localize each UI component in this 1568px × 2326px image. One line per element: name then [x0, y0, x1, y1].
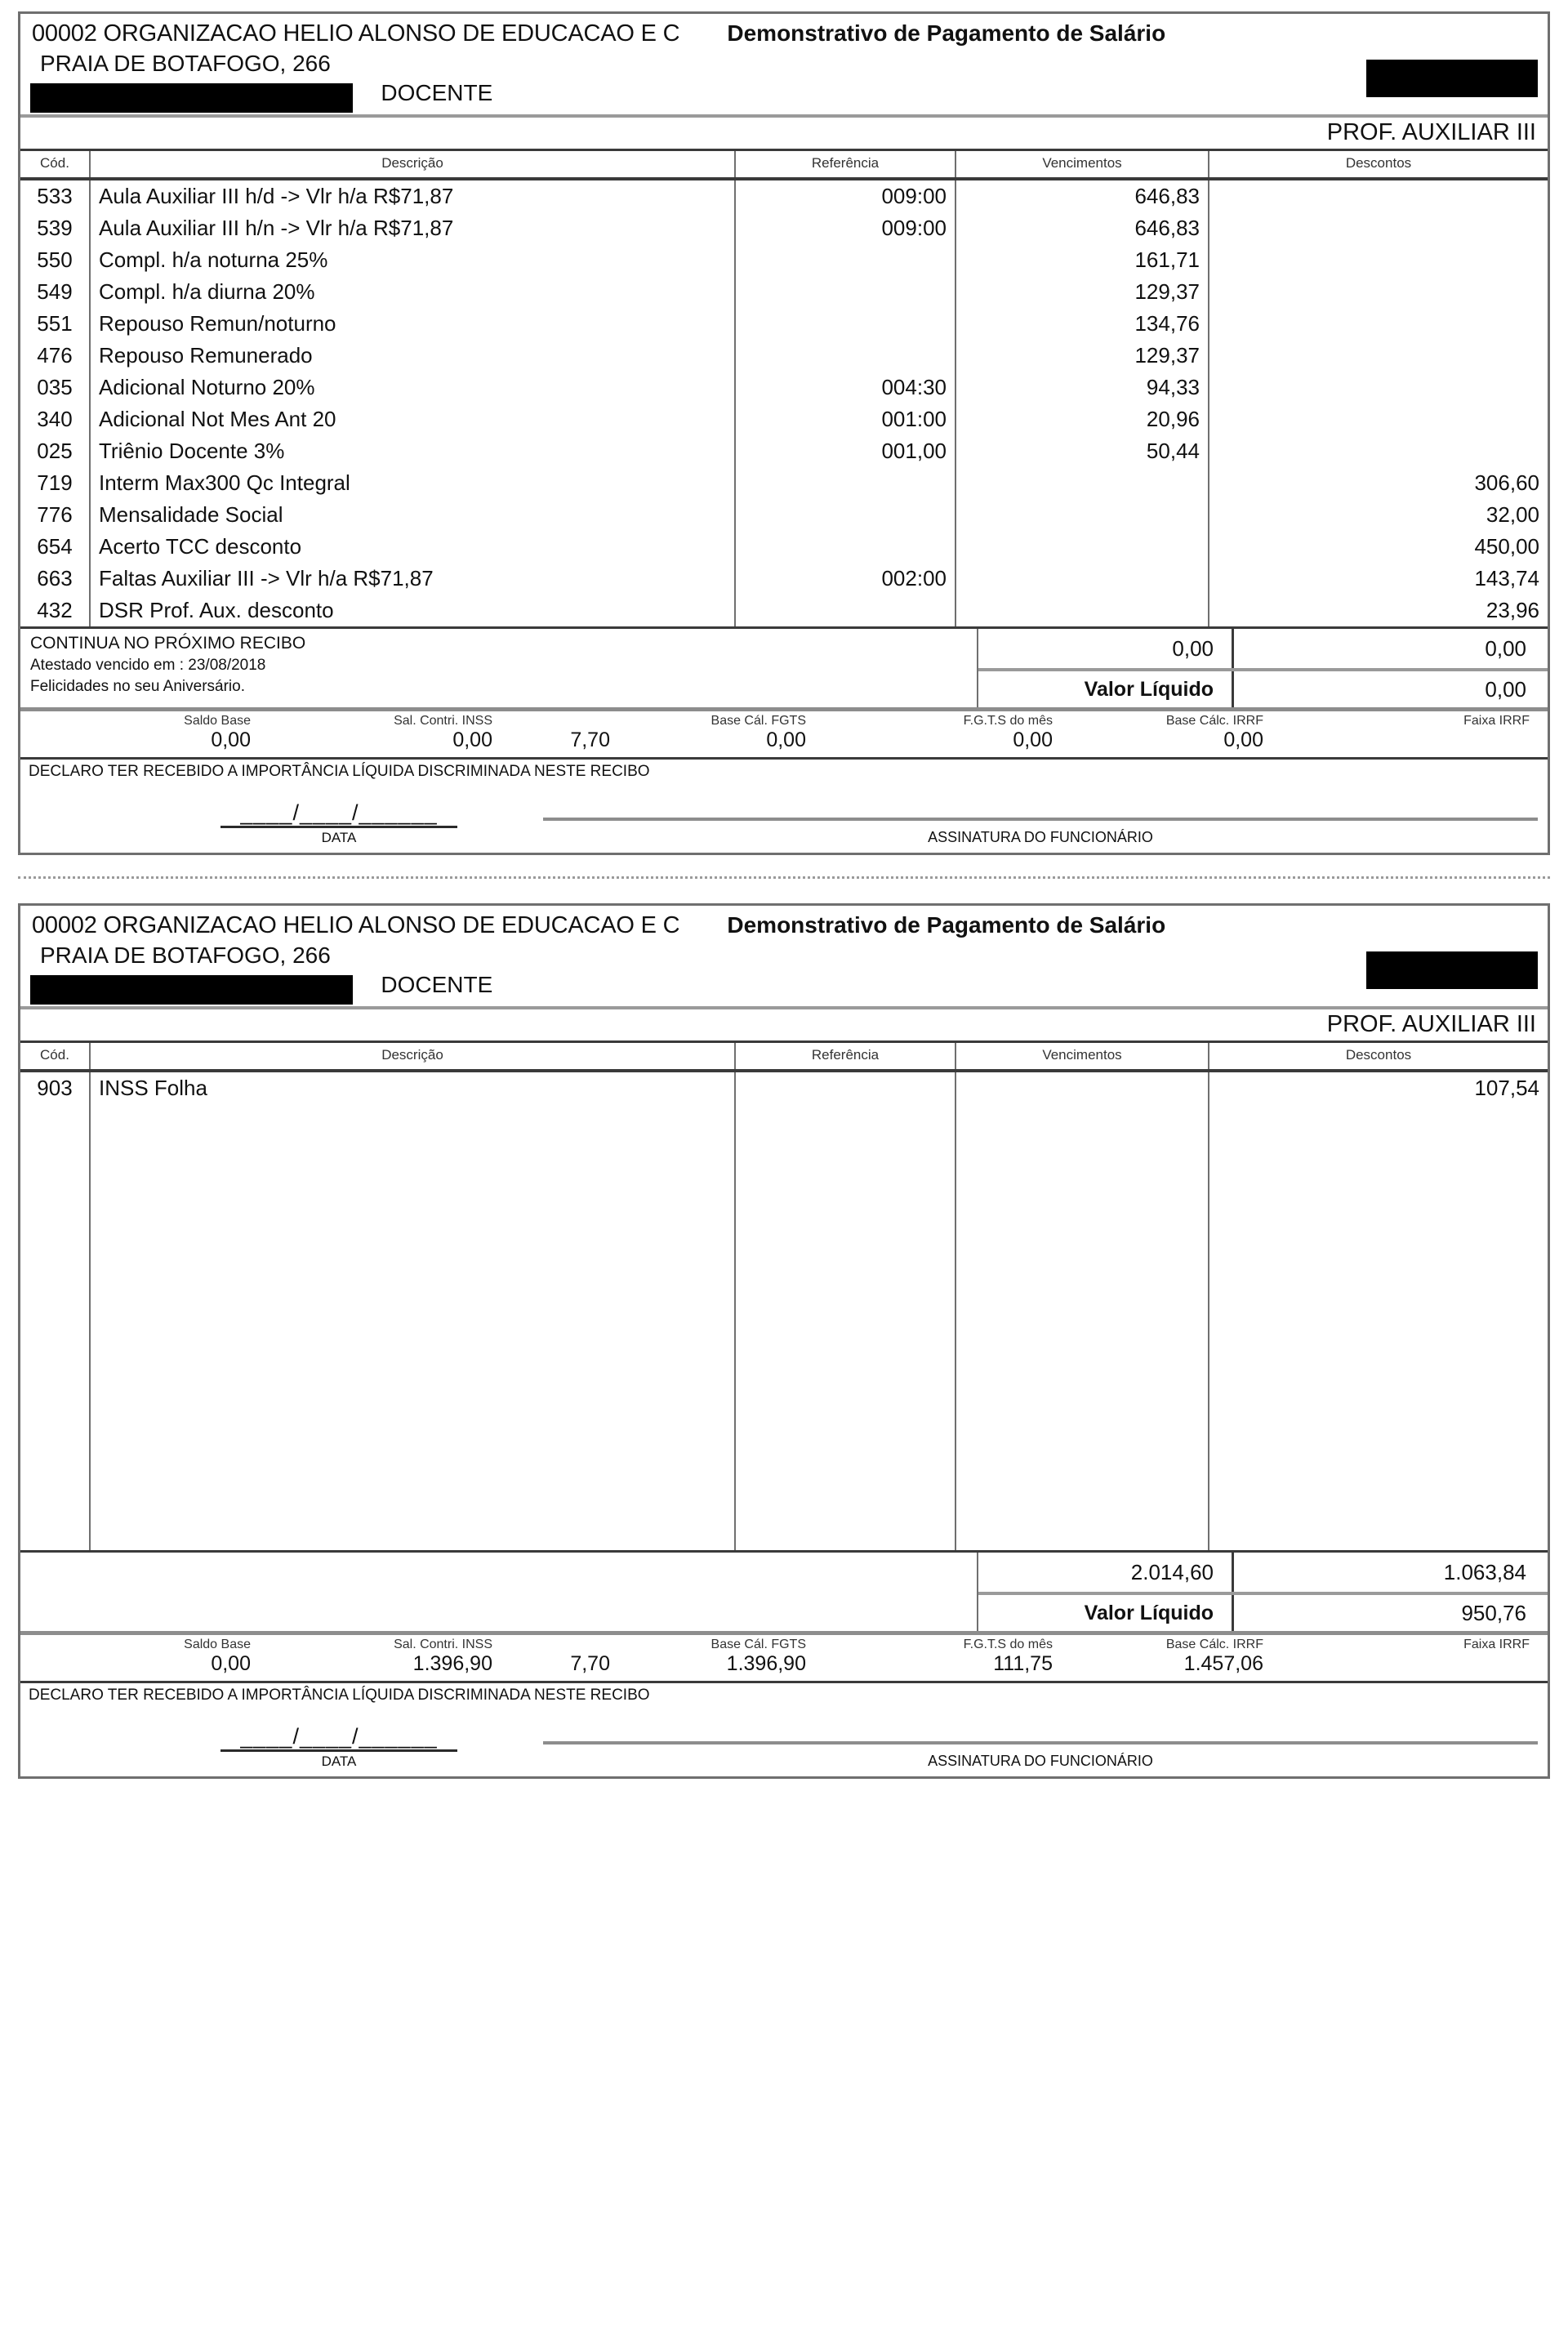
totals-area	[977, 629, 1548, 707]
base-value-sal_contri_inss: 0,00	[452, 729, 492, 751]
cell-vencimentos	[956, 1071, 1209, 1104]
signature-area	[20, 782, 1548, 853]
filler-cell	[90, 1518, 735, 1550]
filler-cell	[1209, 1486, 1548, 1518]
base-label-faixa_irrf: Faixa IRRF	[1463, 714, 1530, 728]
filler-cell	[90, 1486, 735, 1518]
cell-descricao: Acerto TCC desconto	[90, 531, 735, 563]
filler-cell	[20, 1359, 90, 1391]
company-name: 00002 ORGANIZACAO HELIO ALONSO DE EDUCACAO E C	[32, 20, 680, 47]
filler-cell	[20, 1455, 90, 1486]
filler-cell	[956, 1232, 1209, 1263]
bases-strip	[20, 1631, 1548, 1681]
filler-cell	[1209, 1327, 1548, 1359]
table-filler-row	[20, 1359, 1548, 1391]
total-descontos: 0,00	[1232, 629, 1548, 668]
signature-input-line[interactable]	[543, 818, 1538, 821]
cell-descontos: 107,54	[1209, 1071, 1548, 1104]
cell-cod: 549	[37, 279, 73, 304]
filler-cell	[956, 1104, 1209, 1136]
cell-cod: 476	[37, 343, 73, 368]
cell-descontos	[1209, 276, 1548, 308]
table-filler-row	[20, 1486, 1548, 1518]
cell-descontos	[1209, 179, 1548, 212]
base-label-faixa_irrf: Faixa IRRF	[1463, 1638, 1530, 1651]
filler-cell	[1209, 1518, 1548, 1550]
table-row	[20, 403, 1548, 435]
date-block	[20, 1724, 543, 1770]
header-line-company	[32, 912, 1536, 939]
filler-cell	[20, 1391, 90, 1423]
table-row	[20, 244, 1548, 276]
column-header-referencia: Referência	[735, 150, 956, 180]
cell-vencimentos: 129,37	[956, 340, 1209, 372]
cell-vencimentos	[956, 595, 1209, 626]
total-vencimentos: 0,00	[1172, 635, 1214, 661]
cell-descricao: DSR Prof. Aux. desconto	[90, 595, 735, 626]
company-name: 00002 ORGANIZACAO HELIO ALONSO DE EDUCACAO E C	[32, 912, 680, 938]
filler-cell	[1209, 1136, 1548, 1168]
bases-strip	[20, 707, 1548, 757]
cell-descricao: Repouso Remun/noturno	[90, 308, 735, 340]
cell-referencia	[735, 340, 956, 372]
base-label-base_cal_fgts: Base Cál. FGTS	[710, 1638, 806, 1651]
cell-descricao: Aula Auxiliar III h/n -> Vlr h/a R$71,87	[90, 212, 735, 244]
document-title: Demonstrativo de Pagamento de Salário	[727, 912, 1166, 938]
employee-category: DOCENTE	[381, 80, 493, 105]
table-row	[20, 212, 1548, 244]
base-label-fgts_pct	[512, 714, 610, 729]
filler-cell	[90, 1200, 735, 1232]
bases-values	[20, 1652, 1548, 1676]
filler-cell	[90, 1232, 735, 1263]
filler-cell	[1209, 1104, 1548, 1136]
base-label-saldo_base: Saldo Base	[184, 1638, 251, 1651]
cell-referencia: 009:00	[735, 179, 956, 212]
signature-block	[543, 1741, 1548, 1770]
filler-cell	[1209, 1200, 1548, 1232]
filler-cell	[20, 1486, 90, 1518]
filler-cell	[20, 1232, 90, 1263]
cell-referencia	[735, 467, 956, 499]
role-row	[20, 1006, 1548, 1040]
cell-referencia: 004:30	[735, 372, 956, 403]
filler-cell	[1209, 1232, 1548, 1263]
filler-cell	[20, 1327, 90, 1359]
base-label-sal_contri_inss: Sal. Contri. INSS	[394, 714, 492, 728]
receipt-header	[20, 906, 1548, 1001]
company-address: PRAIA DE BOTAFOGO, 266	[40, 51, 331, 76]
base-value-base_cal_fgts: 0,00	[766, 729, 806, 751]
cell-cod: 776	[37, 502, 73, 527]
filler-cell	[90, 1391, 735, 1423]
cell-descricao: Adicional Not Mes Ant 20	[90, 403, 735, 435]
cell-vencimentos: 94,33	[956, 372, 1209, 403]
table-row	[20, 563, 1548, 595]
filler-cell	[90, 1359, 735, 1391]
filler-cell	[735, 1486, 956, 1518]
table-filler-row	[20, 1232, 1548, 1263]
cell-referencia: 001:00	[735, 403, 956, 435]
cell-referencia	[735, 1071, 956, 1104]
base-label-saldo_base: Saldo Base	[184, 714, 251, 728]
base-value-fgts_mes: 111,75	[993, 1652, 1053, 1675]
declaration-text: DECLARO TER RECEBIDO A IMPORTÂNCIA LÍQUIDA DISCRIMINADA NESTE RECIBO	[20, 1681, 1548, 1706]
valor-liquido-label: Valor Líquido	[1084, 1601, 1214, 1624]
column-header-vencimentos: Vencimentos	[956, 150, 1209, 180]
filler-cell	[20, 1423, 90, 1455]
cell-vencimentos: 134,76	[956, 308, 1209, 340]
cell-descricao: Compl. h/a noturna 25%	[90, 244, 735, 276]
declaration-text: DECLARO TER RECEBIDO A IMPORTÂNCIA LÍQUIDA DISCRIMINADA NESTE RECIBO	[20, 757, 1548, 782]
cell-descricao: Aula Auxiliar III h/d -> Vlr h/a R$71,87	[90, 179, 735, 212]
cell-cod: 539	[37, 216, 73, 240]
cell-referencia	[735, 244, 956, 276]
filler-cell	[735, 1423, 956, 1455]
base-value-fgts_mes: 0,00	[1013, 729, 1053, 751]
filler-cell	[20, 1104, 90, 1136]
filler-cell	[735, 1359, 956, 1391]
filler-cell	[20, 1295, 90, 1327]
table-row	[20, 499, 1548, 531]
total-vencimentos: 2.014,60	[1130, 1559, 1214, 1584]
base-value-base_cal_fgts: 1.396,90	[726, 1652, 806, 1675]
filler-cell	[956, 1327, 1209, 1359]
table-row	[20, 435, 1548, 467]
filler-cell	[956, 1486, 1209, 1518]
table-row	[20, 1071, 1548, 1104]
filler-cell	[735, 1136, 956, 1168]
signature-input-line[interactable]	[543, 1741, 1538, 1744]
totals-sum-row	[978, 1553, 1548, 1592]
filler-cell	[20, 1263, 90, 1295]
date-input-line[interactable]: ____/____/______	[220, 800, 457, 828]
filler-cell	[1209, 1455, 1548, 1486]
bases-values	[20, 729, 1548, 752]
table-filler-row	[20, 1168, 1548, 1200]
cell-descontos: 450,00	[1209, 531, 1548, 563]
valor-liquido-value: 0,00	[1232, 671, 1548, 707]
base-value-fgts_pct: 7,70	[570, 1652, 610, 1675]
cell-cod: 533	[20, 179, 90, 212]
cell-referencia: 009:00	[735, 212, 956, 244]
note-line: Atestado vencido em : 23/08/2018	[30, 657, 266, 675]
filler-cell	[956, 1263, 1209, 1295]
cell-cod: 035	[37, 375, 73, 399]
filler-cell	[735, 1295, 956, 1327]
filler-cell	[90, 1327, 735, 1359]
filler-cell	[1209, 1263, 1548, 1295]
table-row	[20, 372, 1548, 403]
filler-cell	[1209, 1168, 1548, 1200]
base-value-faixa_irrf	[1337, 729, 1548, 752]
cell-referencia	[735, 595, 956, 626]
column-header-descricao: Descrição	[90, 150, 735, 180]
cell-descricao: Repouso Remunerado	[90, 340, 735, 372]
filler-cell	[90, 1104, 735, 1136]
column-header-descontos: Descontos	[1209, 150, 1548, 180]
items-header-row	[20, 1042, 1548, 1072]
filler-cell	[735, 1327, 956, 1359]
redacted-employee-name	[30, 975, 353, 1005]
cell-descontos	[1209, 403, 1548, 435]
valor-liquido-row	[978, 1592, 1548, 1631]
filler-cell	[956, 1391, 1209, 1423]
cell-cod: 663	[37, 566, 73, 590]
cell-vencimentos: 20,96	[956, 403, 1209, 435]
valor-liquido-row	[978, 668, 1548, 707]
filler-cell	[1209, 1295, 1548, 1327]
table-filler-row	[20, 1263, 1548, 1295]
base-label-sal_contri_inss: Sal. Contri. INSS	[394, 1638, 492, 1651]
filler-cell	[735, 1518, 956, 1550]
redacted-employee-name	[30, 83, 353, 113]
cell-vencimentos: 129,37	[956, 276, 1209, 308]
filler-cell	[1209, 1423, 1548, 1455]
totals-area	[977, 1553, 1548, 1631]
totals-sum-row	[978, 629, 1548, 668]
note-line: CONTINUA NO PRÓXIMO RECIBO	[30, 634, 306, 653]
filler-cell	[956, 1423, 1209, 1455]
filler-cell	[90, 1455, 735, 1486]
cell-cod: 550	[37, 247, 73, 272]
employee-category: DOCENTE	[381, 972, 493, 997]
column-header-cod: Cód.	[20, 1042, 90, 1072]
filler-cell	[956, 1518, 1209, 1550]
base-value-base_calc_irrf: 1.457,06	[1183, 1652, 1263, 1675]
cell-descricao: Compl. h/a diurna 20%	[90, 276, 735, 308]
cell-vencimentos	[956, 467, 1209, 499]
date-caption: DATA	[321, 1753, 357, 1769]
cell-cod: 551	[37, 311, 73, 336]
cell-descontos: 23,96	[1209, 595, 1548, 626]
valor-liquido-label: Valor Líquido	[1084, 677, 1214, 701]
table-filler-row	[20, 1391, 1548, 1423]
filler-cell	[956, 1295, 1209, 1327]
filler-cell	[735, 1168, 956, 1200]
notes-totals-band	[20, 1550, 1548, 1631]
cell-referencia	[735, 531, 956, 563]
receipts-container	[18, 11, 1550, 1779]
table-filler-row	[20, 1518, 1548, 1550]
filler-cell	[90, 1423, 735, 1455]
document-title: Demonstrativo de Pagamento de Salário	[727, 20, 1166, 46]
filler-cell	[1209, 1391, 1548, 1423]
filler-cell	[956, 1455, 1209, 1486]
filler-cell	[735, 1232, 956, 1263]
cell-cod: 432	[37, 598, 73, 622]
cell-cod: 654	[37, 534, 73, 559]
cell-descricao: Adicional Noturno 20%	[90, 372, 735, 403]
base-value-saldo_base: 0,00	[211, 729, 251, 751]
valor-liquido-value: 950,76	[1232, 1595, 1548, 1631]
receipt-header	[20, 14, 1548, 109]
cell-referencia	[735, 276, 956, 308]
filler-cell	[735, 1263, 956, 1295]
cell-cod: 719	[37, 470, 73, 495]
filler-cell	[20, 1200, 90, 1232]
filler-cell	[735, 1455, 956, 1486]
notes-area	[20, 1553, 977, 1631]
cell-descontos	[1209, 244, 1548, 276]
table-filler-row	[20, 1327, 1548, 1359]
cell-referencia: 001,00	[735, 435, 956, 467]
filler-cell	[956, 1200, 1209, 1232]
table-row	[20, 531, 1548, 563]
employee-role: PROF. AUXILIAR III	[1326, 1011, 1536, 1037]
bases-labels	[20, 714, 1548, 729]
cell-descontos	[1209, 212, 1548, 244]
cell-vencimentos	[956, 499, 1209, 531]
base-label-fgts_mes: F.G.T.S do mês	[963, 1638, 1053, 1651]
filler-cell	[735, 1104, 956, 1136]
filler-cell	[90, 1168, 735, 1200]
signature-caption: ASSINATURA DO FUNCIONÁRIO	[928, 1753, 1153, 1769]
redacted-employee-id	[1366, 60, 1538, 97]
cell-referencia	[735, 308, 956, 340]
base-value-base_calc_irrf: 0,00	[1223, 729, 1263, 751]
filler-cell	[735, 1391, 956, 1423]
date-caption: DATA	[321, 830, 357, 845]
table-row	[20, 340, 1548, 372]
role-row	[20, 114, 1548, 149]
date-input-line[interactable]: ____/____/______	[220, 1724, 457, 1752]
filler-cell	[90, 1136, 735, 1168]
base-label-base_cal_fgts: Base Cál. FGTS	[710, 714, 806, 728]
table-filler-row	[20, 1455, 1548, 1486]
employee-role: PROF. AUXILIAR III	[1326, 119, 1536, 145]
column-header-vencimentos: Vencimentos	[956, 1042, 1209, 1072]
signature-block	[543, 818, 1548, 846]
table-filler-row	[20, 1136, 1548, 1168]
base-label-base_calc_irrf: Base Cálc. IRRF	[1165, 714, 1263, 728]
receipt-2	[18, 903, 1550, 1779]
notes-area	[20, 629, 977, 707]
signature-caption: ASSINATURA DO FUNCIONÁRIO	[928, 829, 1153, 845]
cell-vencimentos: 646,83	[956, 212, 1209, 244]
table-row	[20, 179, 1548, 212]
note-line: Felicidades no seu Aniversário.	[30, 677, 245, 695]
filler-cell	[90, 1263, 735, 1295]
table-filler-row	[20, 1423, 1548, 1455]
filler-cell	[20, 1136, 90, 1168]
base-label-fgts_mes: F.G.T.S do mês	[963, 714, 1053, 728]
bases-labels	[20, 1638, 1548, 1652]
base-value-sal_contri_inss: 1.396,90	[412, 1652, 492, 1675]
cell-descontos	[1209, 340, 1548, 372]
cell-referencia	[735, 499, 956, 531]
table-row	[20, 595, 1548, 626]
base-value-saldo_base: 0,00	[211, 1652, 251, 1675]
cell-cod: 340	[37, 407, 73, 431]
cell-vencimentos: 50,44	[956, 435, 1209, 467]
header-line-company	[32, 20, 1536, 47]
filler-cell	[956, 1136, 1209, 1168]
column-header-referencia: Referência	[735, 1042, 956, 1072]
total-descontos: 1.063,84	[1232, 1553, 1548, 1592]
receipt-separator	[18, 876, 1550, 879]
table-row	[20, 308, 1548, 340]
table-filler-row	[20, 1295, 1548, 1327]
cell-referencia: 002:00	[735, 563, 956, 595]
column-header-descontos: Descontos	[1209, 1042, 1548, 1072]
base-value-faixa_irrf	[1337, 1652, 1548, 1676]
table-filler-row	[20, 1200, 1548, 1232]
cell-vencimentos	[956, 531, 1209, 563]
column-header-cod: Cód.	[20, 150, 90, 180]
cell-descontos	[1209, 435, 1548, 467]
items-table	[20, 149, 1548, 626]
signature-area	[20, 1706, 1548, 1776]
base-label-base_calc_irrf: Base Cálc. IRRF	[1165, 1638, 1263, 1651]
cell-descontos: 32,00	[1209, 499, 1548, 531]
cell-descontos: 306,60	[1209, 467, 1548, 499]
filler-cell	[1209, 1359, 1548, 1391]
cell-cod: 025	[37, 439, 73, 463]
cell-vencimentos: 646,83	[956, 179, 1209, 212]
filler-cell	[20, 1168, 90, 1200]
company-address: PRAIA DE BOTAFOGO, 266	[40, 942, 331, 968]
date-block	[20, 800, 543, 846]
base-label-fgts_pct	[512, 1638, 610, 1652]
notes-totals-band	[20, 626, 1548, 707]
cell-descontos	[1209, 308, 1548, 340]
items-header-row	[20, 150, 1548, 180]
filler-cell	[956, 1359, 1209, 1391]
items-table	[20, 1040, 1548, 1550]
table-row	[20, 276, 1548, 308]
cell-descricao: Mensalidade Social	[90, 499, 735, 531]
column-header-descricao: Descrição	[90, 1042, 735, 1072]
filler-cell	[90, 1295, 735, 1327]
cell-descricao: Interm Max300 Qc Integral	[90, 467, 735, 499]
cell-vencimentos: 161,71	[956, 244, 1209, 276]
filler-cell	[20, 1518, 90, 1550]
table-filler-row	[20, 1104, 1548, 1136]
table-row	[20, 467, 1548, 499]
cell-descricao: Triênio Docente 3%	[90, 435, 735, 467]
filler-cell	[956, 1168, 1209, 1200]
cell-cod: 903	[20, 1071, 90, 1104]
cell-descricao: Faltas Auxiliar III -> Vlr h/a R$71,87	[90, 563, 735, 595]
filler-cell	[735, 1200, 956, 1232]
cell-vencimentos	[956, 563, 1209, 595]
cell-descricao: INSS Folha	[90, 1071, 735, 1104]
cell-descontos: 143,74	[1209, 563, 1548, 595]
base-value-fgts_pct: 7,70	[570, 729, 610, 751]
cell-descontos	[1209, 372, 1548, 403]
receipt-1	[18, 11, 1550, 855]
redacted-employee-id	[1366, 951, 1538, 989]
